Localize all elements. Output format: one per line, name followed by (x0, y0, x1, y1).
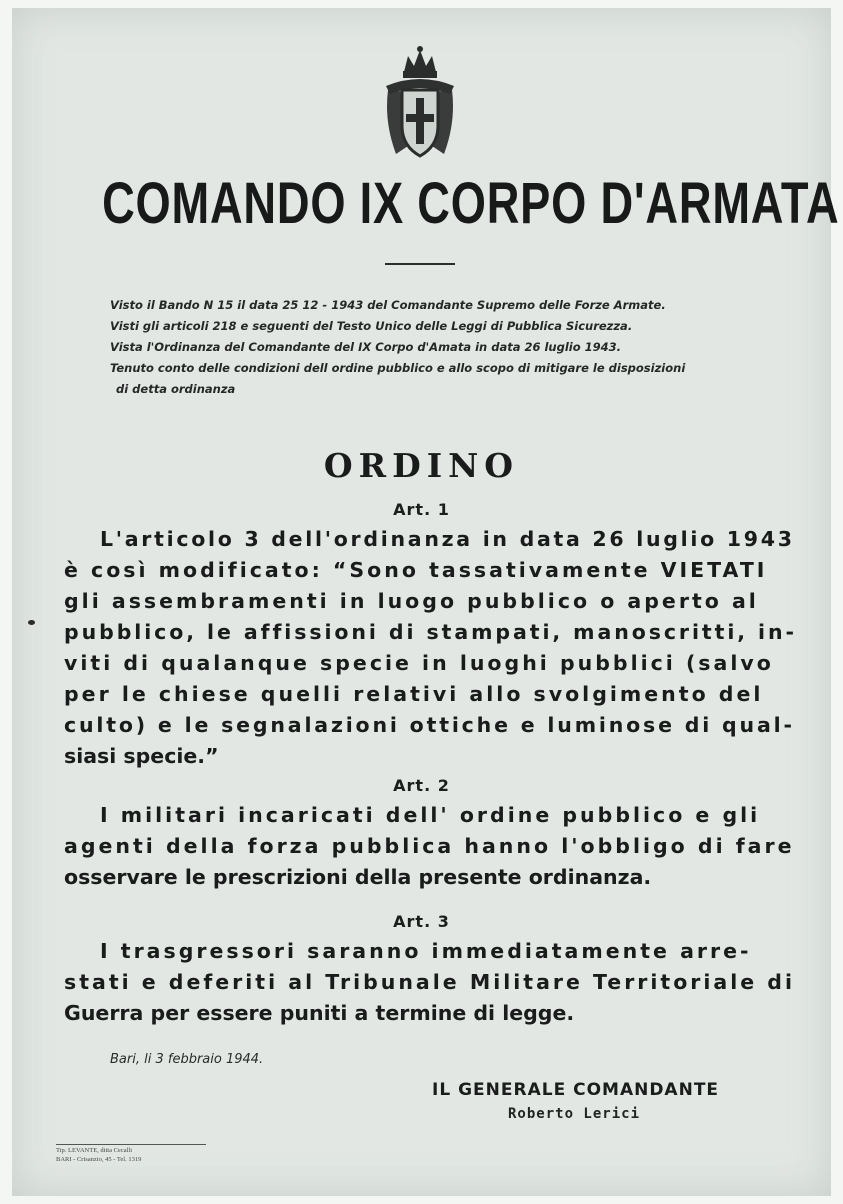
preamble-line: Vista l'Ordinanza del Comandante del IX Corpo d'Amata in data 26 luglio 1943. (110, 340, 621, 354)
article-3-heading: Art. 3 (393, 912, 450, 931)
signature-title: IL GENERALE COMANDANTE (432, 1080, 720, 1100)
article-1-heading: Art. 1 (393, 500, 450, 519)
printer-imprint (56, 1144, 206, 1164)
article-line: è così modificato: “Sono tassativamente VIETATI (64, 558, 768, 582)
article-line: osservare le prescrizioni della presente ordinanza. (64, 865, 652, 889)
title-divider (385, 263, 455, 265)
article-line: viti di qualanque specie in luoghi pubblici (salvo (64, 651, 774, 675)
article-line: I trasgressori saranno immediatamente arre- (100, 939, 752, 963)
preamble-line: di detta ordinanza (116, 382, 236, 396)
preamble-line: Tenuto conto delle condizioni dell ordine pubblico e allo scopo di mitigare le disposizioni (110, 361, 686, 375)
poster-title: COMANDO IX CORPO D'ARMATA (102, 171, 840, 236)
article-line: Guerra per essere puniti a termine di legge. (64, 1001, 575, 1025)
article-2-heading: Art. 2 (393, 776, 450, 795)
date-place: Bari, li 3 febbraio 1944. (110, 1052, 264, 1067)
signature-name: Roberto Lerici (508, 1106, 641, 1122)
article-line: per le chiese quelli relativi allo svolgimento del (64, 682, 764, 706)
article-line: gli assembramenti in luogo pubblico o aperto al (64, 589, 759, 613)
printer-line: BARI - Crisanzio, 45 - Tel. 1319 (56, 1156, 142, 1163)
article-line: stati e deferiti al Tribunale Militare Territoriale di (64, 970, 795, 994)
article-line: siasi specie.” (64, 744, 219, 768)
article-line: culto) e le segnalazioni ottiche e luminose di qual- (64, 713, 795, 737)
preamble (110, 295, 800, 400)
article-line: pubblico, le affissioni di stampati, manoscritti, in- (64, 620, 797, 644)
royal-crest-emblem (374, 42, 466, 164)
printer-line: Tip. LEVANTE, ditta Cecalli (56, 1147, 133, 1154)
article-3-body (64, 936, 795, 1029)
article-1-body (64, 524, 797, 772)
article-line: L'articolo 3 dell'ordinanza in data 26 luglio 1943 (100, 527, 795, 551)
preamble-line: Visto il Bando N 15 il data 25 12 - 1943 del Comandante Supremo delle Forze Armate. (110, 298, 666, 312)
article-2-body (64, 800, 795, 893)
article-line: agenti della forza pubblica hanno l'obbligo di fare (64, 834, 795, 858)
article-line: I militari incaricati dell' ordine pubblico e gli (100, 803, 761, 827)
ordino-heading: ORDINO (323, 446, 520, 485)
poster-sheet (12, 8, 840, 1196)
preamble-line: Visti gli articoli 218 e seguenti del Testo Unico delle Leggi di Pubblica Sicurezza. (110, 319, 633, 333)
ink-speck (28, 620, 35, 625)
